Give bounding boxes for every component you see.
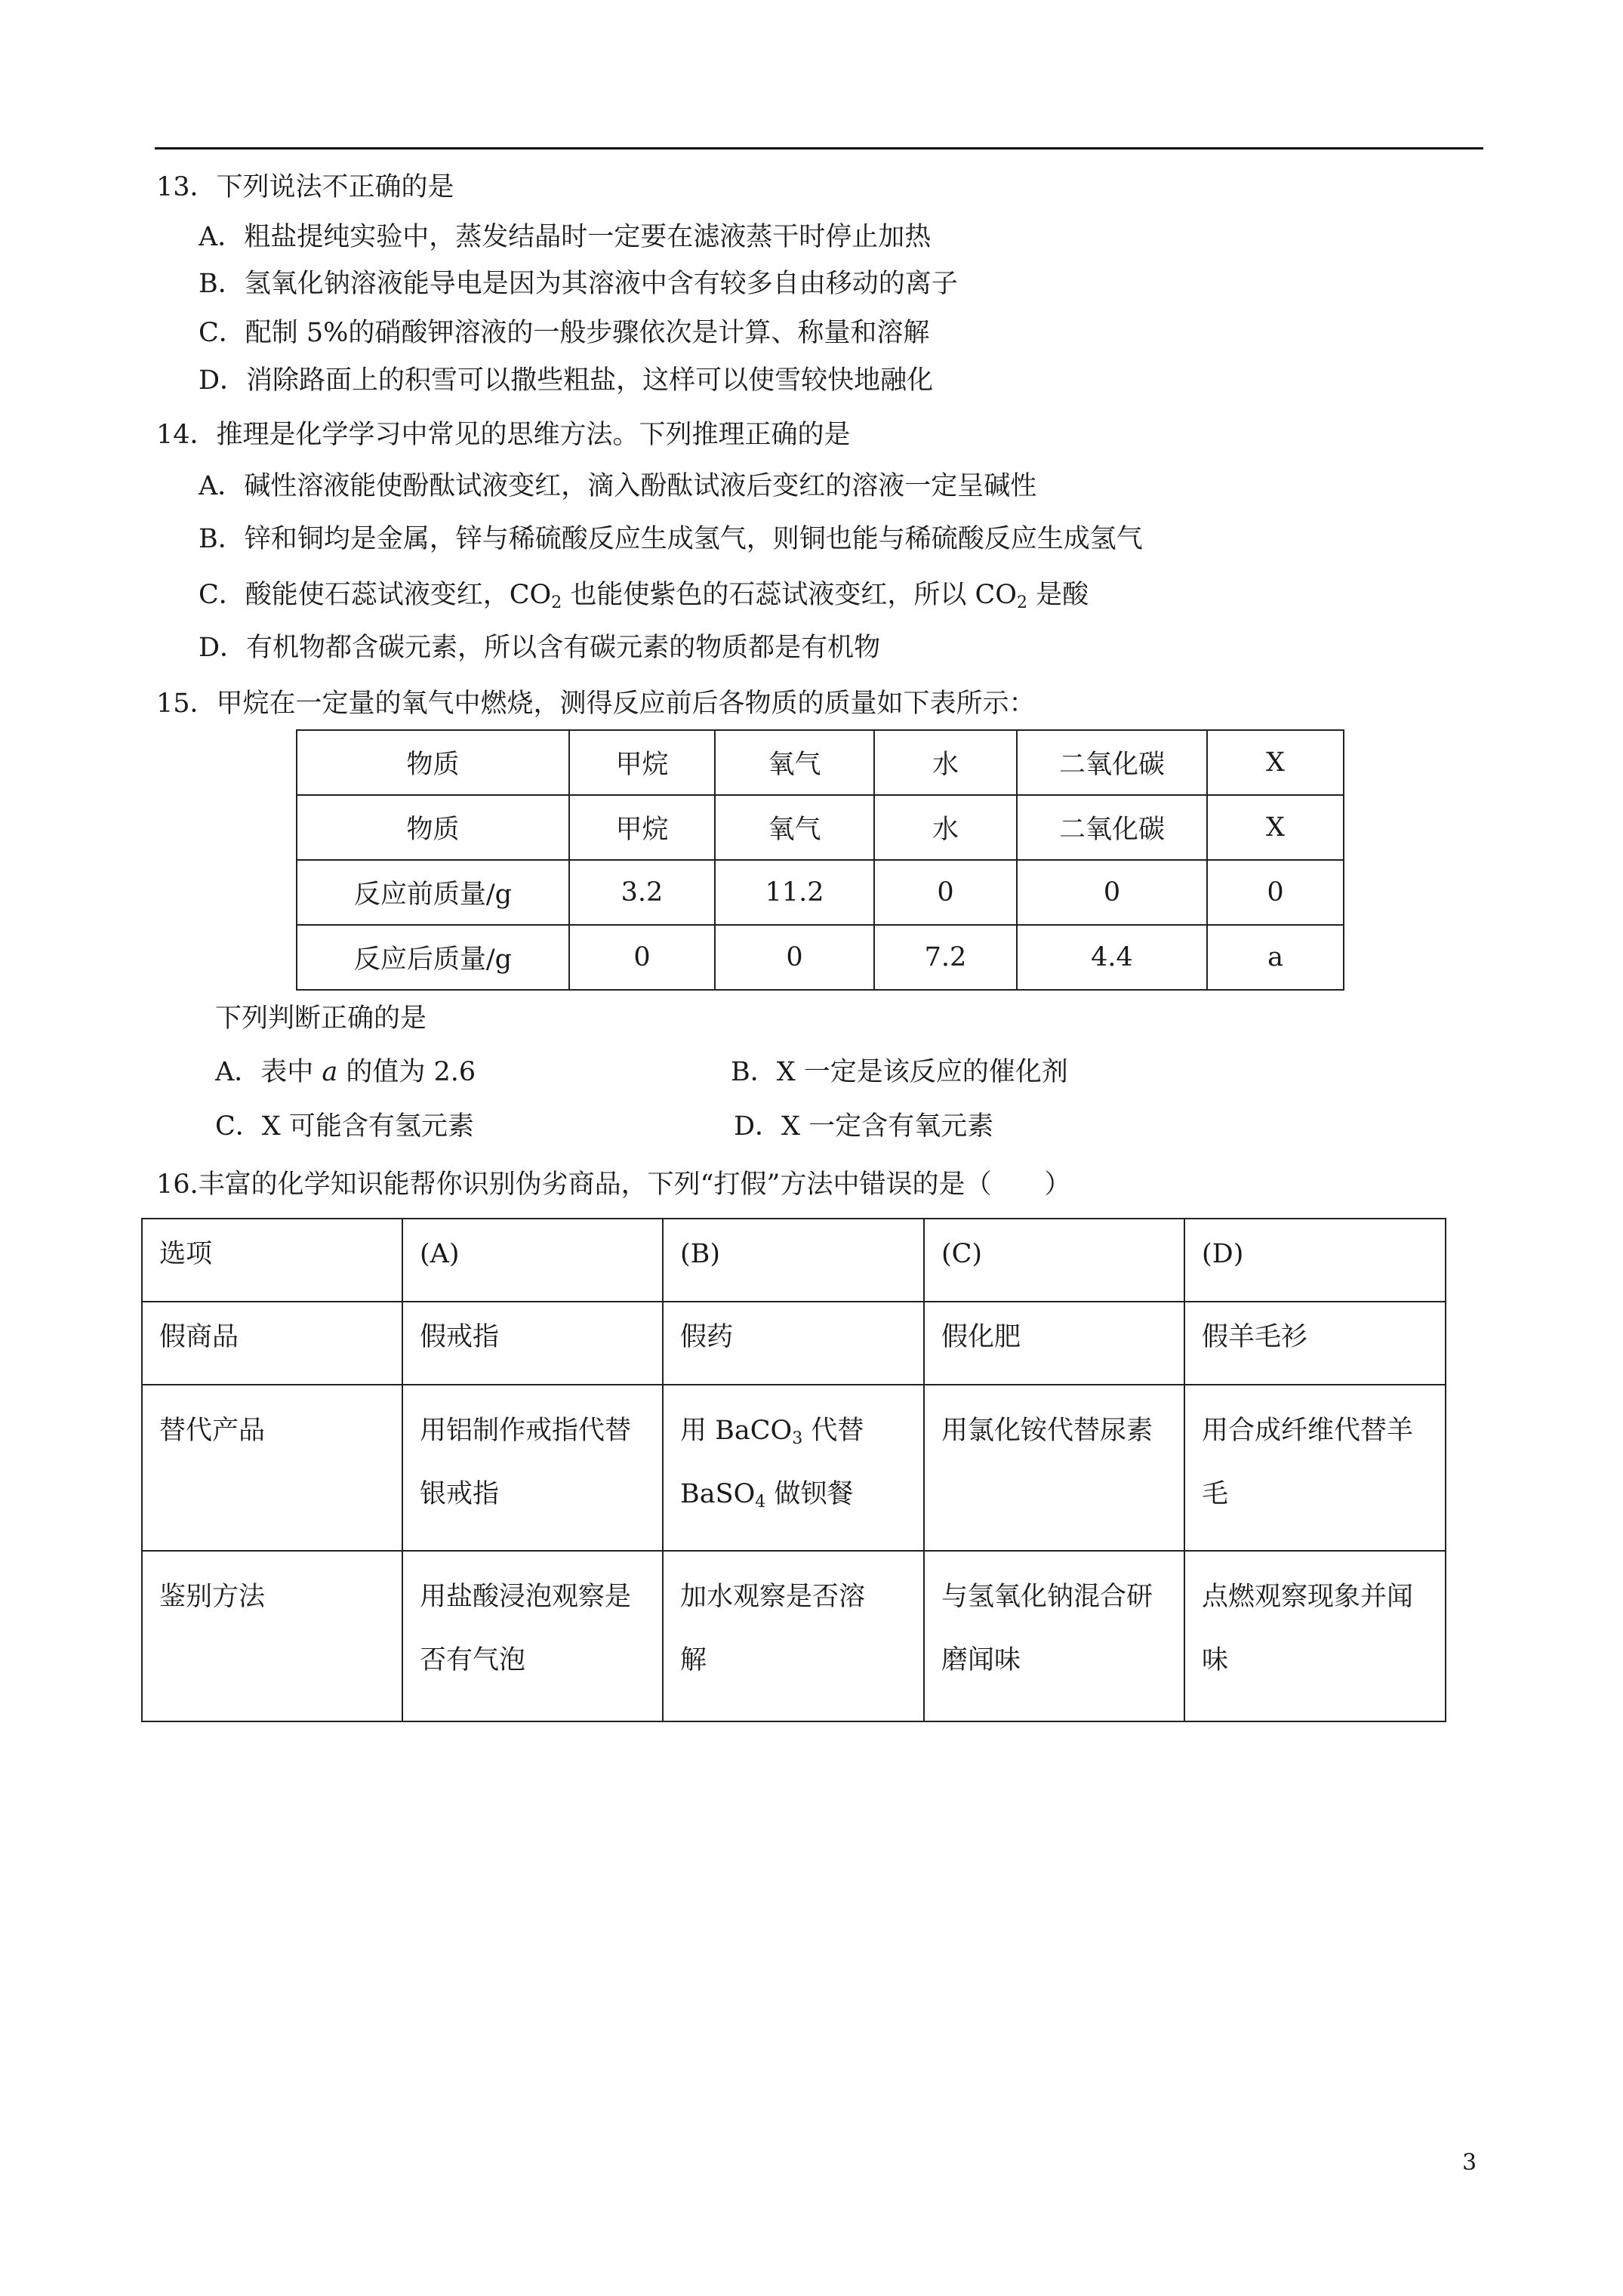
table-cell: 替代产品 xyxy=(142,1385,402,1551)
table-cell: a xyxy=(1207,925,1344,990)
table-row xyxy=(142,1385,1446,1551)
cell-line: 用铝制作戒指代替 xyxy=(420,1416,632,1446)
q14-stem: 14．推理是化学学习中常见的思维方法。下列推理正确的是 xyxy=(156,420,851,450)
cell-line: 与氢氧化钠混合研 xyxy=(941,1582,1153,1612)
q13-option-b: B．氢氧化钠溶液能导电是因为其溶液中含有较多自由移动的离子 xyxy=(199,269,958,299)
q15-option-a: A．表中 a 的值为 2.6 xyxy=(215,1057,476,1087)
table-cell xyxy=(402,1551,663,1721)
q14-option-c: C．酸能使石蕊试液变红，$CO_2$ 也能使紫色的石蕊试液变红，所以 $CO_2$ 是酸 xyxy=(199,580,1089,612)
table-cell: 二氧化碳 xyxy=(1017,730,1207,795)
table-cell: 假药 xyxy=(663,1302,924,1385)
cell-line: 解 xyxy=(680,1645,707,1675)
table-row xyxy=(142,1302,1446,1385)
table-cell xyxy=(663,1385,924,1551)
table-cell: (B) xyxy=(663,1219,924,1302)
table-cell: 3.2 xyxy=(569,860,715,925)
table-cell: (C) xyxy=(924,1219,1184,1302)
q13-option-d: D．消除路面上的积雪可以撒些粗盐，这样可以使雪较快地融化 xyxy=(199,365,934,396)
q13-stem: 13．下列说法不正确的是 xyxy=(156,172,454,202)
q14-option-d: D．有机物都含碳元素，所以含有碳元素的物质都是有机物 xyxy=(199,633,881,663)
table-cell: 0 xyxy=(1017,860,1207,925)
table-cell xyxy=(663,1551,924,1721)
table-cell xyxy=(924,1551,1184,1721)
table-cell: 氧气 xyxy=(715,730,874,795)
table-cell: 水 xyxy=(874,795,1017,860)
cell-line: 用盐酸浸泡观察是 xyxy=(420,1582,632,1612)
table-cell: 假化肥 xyxy=(924,1302,1184,1385)
table-cell: 0 xyxy=(715,925,874,990)
table-cell: 0 xyxy=(874,860,1017,925)
table-cell: 0 xyxy=(1207,860,1344,925)
table-cell: X xyxy=(1207,795,1344,860)
table-cell: X xyxy=(1207,730,1344,795)
table-cell: 假羊毛衫 xyxy=(1184,1302,1446,1385)
q14-option-a: A．碱性溶液能使酚酞试液变红，滴入酚酞试液后变红的溶液一定呈碱性 xyxy=(199,471,1037,501)
table-cell: 物质 xyxy=(297,730,569,795)
table-cell: 甲烷 xyxy=(569,795,715,860)
q15-mass-table xyxy=(296,729,1344,991)
table-cell: 11.2 xyxy=(715,860,874,925)
table-cell: 7.2 xyxy=(874,925,1017,990)
q15-prompt: 下列判断正确的是 xyxy=(215,1003,427,1034)
cell-line: 银戒指 xyxy=(420,1479,500,1509)
cell-line: 用 BaCO$_3$ 代替 xyxy=(680,1416,864,1448)
q15-stem: 15．甲烷在一定量的氧气中燃烧，测得反应前后各物质的质量如下表所示： xyxy=(156,689,1036,719)
cell-line: 味 xyxy=(1202,1645,1229,1675)
cell-line: 加水观察是否溶 xyxy=(680,1582,866,1612)
table-cell: 0 xyxy=(569,925,715,990)
q14-option-b: B．锌和铜均是金属，锌与稀硫酸反应生成氢气，则铜也能与稀硫酸反应生成氢气 xyxy=(199,524,1143,554)
table-cell: 甲烷 xyxy=(569,730,715,795)
table-row xyxy=(297,795,1344,860)
table-cell xyxy=(924,1385,1184,1551)
table-cell: 物质 xyxy=(297,795,569,860)
cell-line: 点燃观察现象并闻 xyxy=(1202,1582,1414,1612)
table-cell: 鉴别方法 xyxy=(142,1551,402,1721)
page-number: 3 xyxy=(1462,2150,1477,2176)
table-cell: 假商品 xyxy=(142,1302,402,1385)
q15-option-c: C．X 可能含有氢元素 xyxy=(215,1111,474,1142)
table-cell xyxy=(1184,1385,1446,1551)
table-cell: 假戒指 xyxy=(402,1302,663,1385)
table-cell: 选项 xyxy=(142,1219,402,1302)
q13-option-c: C．配制 5%的硝酸钾溶液的一般步骤依次是计算、称量和溶解 xyxy=(199,318,930,348)
table-cell: (A) xyxy=(402,1219,663,1302)
header-rule xyxy=(155,147,1483,149)
table-cell xyxy=(1184,1551,1446,1721)
table-row xyxy=(142,1219,1446,1302)
cell-line: 毛 xyxy=(1202,1479,1229,1509)
table-row xyxy=(297,730,1344,795)
cell-line: 磨闻味 xyxy=(941,1645,1021,1675)
q16-stem: 16.丰富的化学知识能帮你识别伪劣商品，下列“打假”方法中错误的是（ ） xyxy=(156,1170,1071,1200)
table-cell: 水 xyxy=(874,730,1017,795)
cell-line: BaSO$_4$ 做钡餐 xyxy=(680,1479,854,1512)
table-cell: 反应后质量/g xyxy=(297,925,569,990)
table-cell: 二氧化碳 xyxy=(1017,795,1207,860)
table-cell: (D) xyxy=(1184,1219,1446,1302)
cell-line: 用氯化铵代替尿素 xyxy=(941,1416,1153,1446)
q13-option-a: A．粗盐提纯实验中，蒸发结晶时一定要在滤液蒸干时停止加热 xyxy=(199,222,932,252)
q15-option-b: B．X 一定是该反应的催化剂 xyxy=(731,1057,1068,1087)
cell-line: 用合成纤维代替羊 xyxy=(1202,1416,1414,1446)
table-cell: 氧气 xyxy=(715,795,874,860)
q16-table xyxy=(141,1218,1446,1722)
table-row xyxy=(297,925,1344,990)
table-row xyxy=(297,860,1344,925)
q15-option-d: D．X 一定含有氧元素 xyxy=(734,1111,994,1142)
cell-line: 否有气泡 xyxy=(420,1645,526,1675)
table-cell: 反应前质量/g xyxy=(297,860,569,925)
table-row xyxy=(142,1551,1446,1721)
table-cell xyxy=(402,1385,663,1551)
table-cell: 4.4 xyxy=(1017,925,1207,990)
